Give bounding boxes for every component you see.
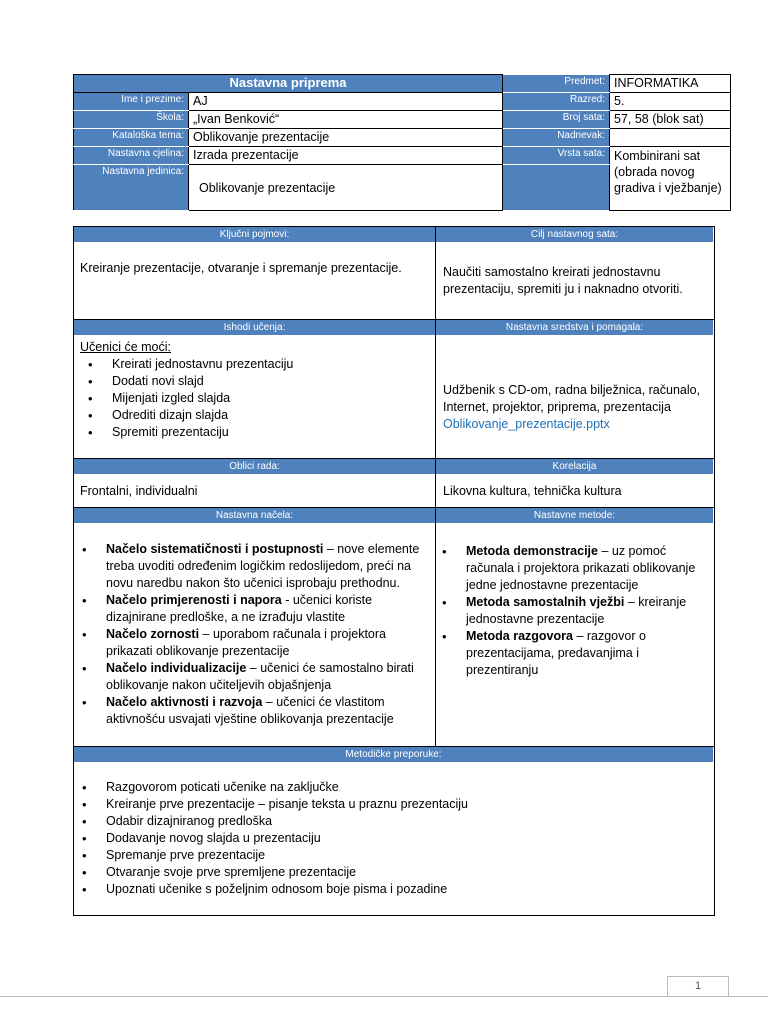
principles-header: Nastavna načela: [74, 508, 435, 523]
catalog-topic-value: Oblikovanje prezentacije [189, 129, 503, 147]
work-forms-header: Oblici rada: [74, 459, 435, 474]
page-number: 1 [667, 976, 729, 997]
recommendations-list [78, 779, 708, 898]
list-item [78, 626, 430, 660]
list-item: • Mijenjati izgled slajda [84, 390, 430, 407]
lesson-number-label: Broj sata: [503, 111, 610, 129]
catalog-topic-label: Kataloška tema: [74, 129, 189, 147]
list-item: • Odrediti dizajn slajda [84, 407, 430, 424]
subject-label: Predmet: [503, 75, 610, 93]
principles-list [78, 541, 430, 728]
class-value: 5. [610, 93, 731, 111]
method-text: – razgovor o prezentacijama, predavanjima i prezentiranju [466, 629, 646, 677]
list-item: • Upoznati učenike s poželjnim odnosom boje pisma i pozadine [78, 881, 708, 898]
list-item: • Dodavanje novog slajda u prezentaciju [78, 830, 708, 847]
lesson-goal-text: Naučiti samostalno kreirati jednostavnu prezentaciju, spremiti ju i naknadno otvoriti. [443, 265, 683, 296]
correlation-header: Korelacija [436, 459, 713, 474]
list-item [438, 594, 708, 628]
lesson-title-label: Nastavna jedinica: [74, 165, 189, 211]
resources-cell [443, 382, 711, 433]
list-item [438, 628, 708, 679]
list-item [78, 592, 430, 626]
principle-text: - učenici koriste dizajnirane predloške, a ne izrađuju vlastite [106, 593, 373, 624]
methods-header: Nastavne metode: [436, 508, 713, 523]
name-label: Ime i prezime: [74, 93, 189, 111]
column-divider [435, 226, 436, 746]
recommendations-header: Metodičke preporuke: [74, 747, 713, 762]
blank-cell [503, 165, 610, 211]
list-item [78, 694, 430, 728]
principle-title: Načelo individualizacije [106, 661, 247, 675]
correlation-text: Likovna kultura, tehnička kultura [443, 484, 622, 498]
principle-text: – uporabom računala i projektora prikazati oblikovanje prezentacije [106, 627, 386, 658]
principle-text: – nove elemente treba uvoditi određenim logičkim redoslijedom, preći na novu naredbu nakon što učenici isprobaju prethodnu. [106, 542, 420, 590]
key-terms-header: Ključni pojmovi: [74, 227, 435, 242]
header-table [73, 74, 731, 211]
school-label: Škola: [74, 111, 189, 129]
list-item: • Dodati novi slajd [84, 373, 430, 390]
principle-title: Načelo aktivnosti i razvoja [106, 695, 263, 709]
lesson-type-value: Kombinirani sat (obrada novog gradiva i vježbanje) [610, 147, 731, 211]
work-forms-text: Frontalni, individualni [80, 484, 198, 498]
method-text: – kreiranje jednostavne prezentacije [466, 595, 687, 626]
list-item [78, 660, 430, 694]
principle-title: Načelo zornosti [106, 627, 200, 641]
lesson-type-label: Vrsta sata: [503, 147, 610, 165]
resources-text: Udžbenik s CD-om, radna bilježnica, računalo, Internet, projektor, priprema, prezentacija [443, 383, 701, 414]
list-item: • Odabir dizajniranog predloška [78, 813, 708, 830]
list-item: • Kreiranje prve prezentacije – pisanje teksta u praznu prezentaciju [78, 796, 708, 813]
list-item: • Spremanje prve prezentacije [78, 847, 708, 864]
methods-list [438, 543, 708, 679]
outcomes-cell [80, 339, 430, 441]
resources-header: Nastavna sredstva i pomagala: [436, 320, 713, 335]
method-title: Metoda razgovora [466, 629, 573, 643]
lesson-goal-header: Cilj nastavnog sata: [436, 227, 713, 242]
list-item: • Razgovorom poticati učenike na zaključke [78, 779, 708, 796]
doc-title: Nastavna priprema [74, 75, 503, 93]
presentation-link[interactable]: Oblikovanje_prezentacije.pptx [443, 417, 610, 431]
outcomes-intro: Učenici će moći: [80, 340, 171, 354]
list-item: • Kreirati jednostavnu prezentaciju [84, 356, 430, 373]
subject-value: INFORMATIKA [610, 75, 731, 93]
name-value: AJ [189, 93, 503, 111]
school-value: „Ivan Benković“ [189, 111, 503, 129]
list-item: • Otvaranje svoje prve spremljene prezentacije [78, 864, 708, 881]
method-title: Metoda samostalnih vježbi [466, 595, 625, 609]
outcomes-list [84, 356, 430, 441]
class-label: Razred: [503, 93, 610, 111]
footer-line [0, 996, 768, 997]
unit-value: Izrada prezentacije [189, 147, 503, 165]
principle-text: – učenici će vlastitom aktivnošću usvajati vještine oblikovanja prezentacije [106, 695, 394, 726]
list-item [78, 541, 430, 592]
list-item [438, 543, 708, 594]
key-terms-text: Kreiranje prezentacije, otvaranje i spremanje prezentacije. [80, 261, 402, 275]
principle-text: – učenici će samostalno birati oblikovanje nakon učiteljevih objašnjenja [106, 661, 414, 692]
principle-title: Načelo primjerenosti i napora [106, 593, 282, 607]
method-text: – uz pomoć računala i projektora prikazati oblikovanje jedne jednostavne prezentacije [466, 544, 696, 592]
principle-title: Načelo sistematičnosti i postupnosti [106, 542, 324, 556]
list-item: • Spremiti prezentaciju [84, 424, 430, 441]
lesson-number-value: 57, 58 (blok sat) [610, 111, 731, 129]
date-label: Nadnevak: [503, 129, 610, 147]
unit-label: Nastavna cjelina: [74, 147, 189, 165]
date-value [610, 129, 731, 147]
method-title: Metoda demonstracije [466, 544, 598, 558]
lesson-title-value: Oblikovanje prezentacije [189, 165, 503, 211]
outcomes-header: Ishodi učenja: [74, 320, 435, 335]
